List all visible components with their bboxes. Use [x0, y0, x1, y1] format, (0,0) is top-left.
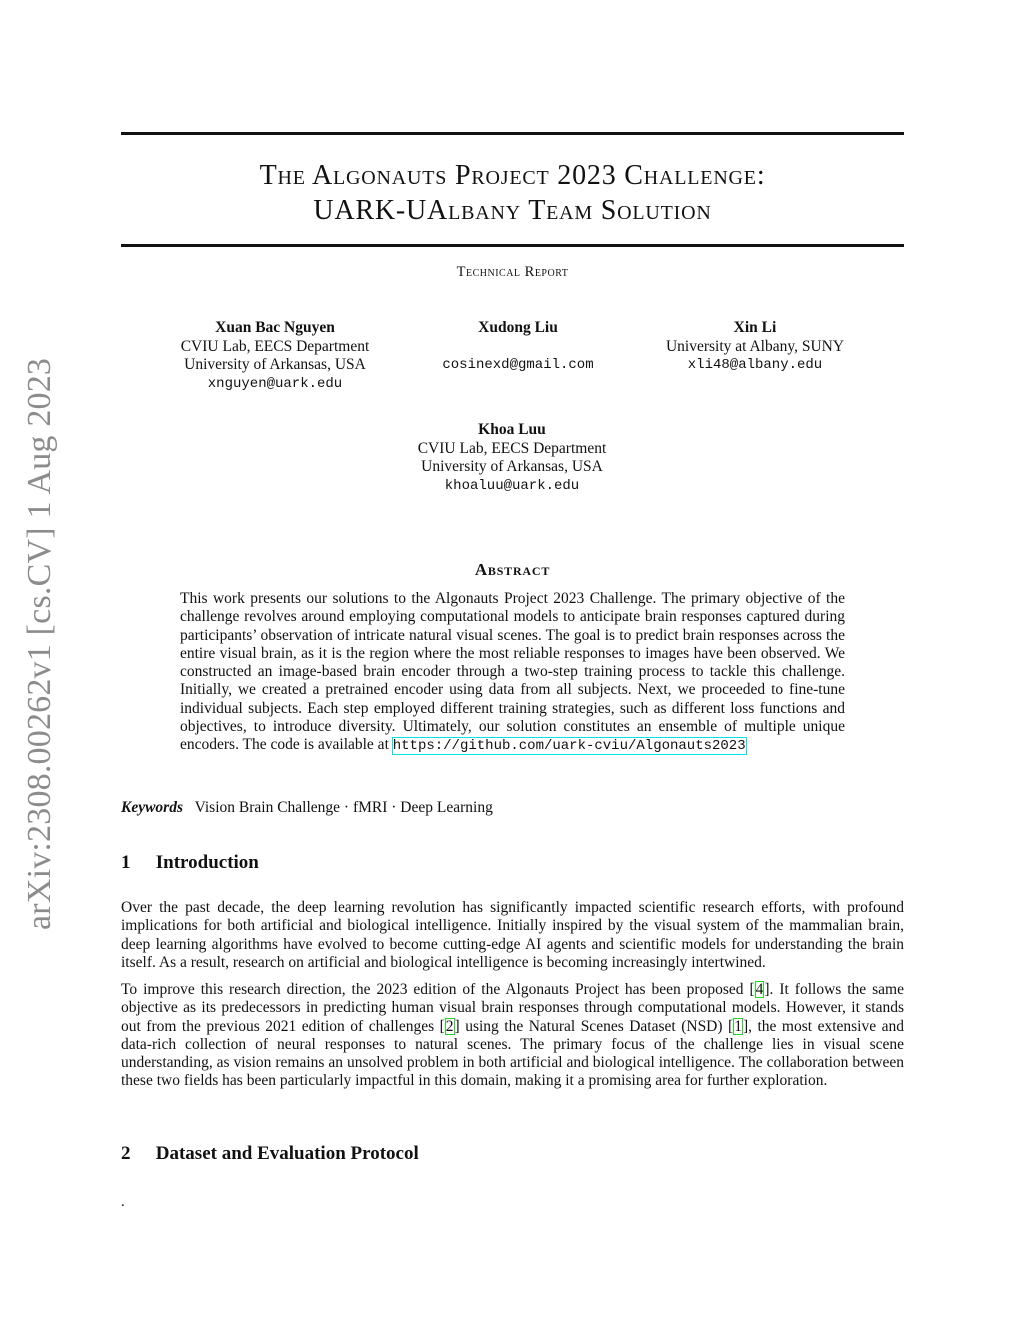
citation-link[interactable]: 2 [445, 1017, 454, 1035]
title-top-rule [121, 132, 904, 135]
author-affiliation: CVIU Lab, EECS Department [417, 439, 607, 457]
citation-link[interactable]: 4 [755, 981, 764, 998]
abstract-text: This work presents our solutions to the Algonauts Project 2023 Challenge. The primary objective of the challenge revolves around employing computational models to anticipate brain responses captured during participants’ observation of intricate natural visual scenes. The goal is to predict brain responses across the entire visual brain, as it is the region where the most reliable responses to images have been observed. We constructed an image-based brain encoder through a two-step training process to tackle this challenge. Initially, we created a pretrained encoder using data from all subjects. Next, we proceeded to fine-tune individual subjects. Each step employed different training strategies, such as different loss functions and objectives, to introduce diversity. Ultimately, our solution constitutes an ensemble of multiple unique encoders. The code is available at [180, 590, 845, 754]
author-email[interactable]: cosinexd@gmail.com [442, 357, 594, 373]
section-number: 1 [121, 852, 131, 873]
author-email[interactable]: xli48@albany.edu [687, 357, 823, 373]
author-name: Xin Li [733, 319, 777, 336]
abstract-heading: Abstract [474, 560, 551, 579]
section-heading-dataset [121, 1143, 419, 1165]
title-bottom-rule [121, 244, 904, 247]
paper-title [121, 158, 904, 228]
author-block [413, 319, 623, 375]
keywords-text: Vision Brain Challenge · fMRI · Deep Learning [194, 799, 493, 816]
paragraph-text: ] using the Natural Scenes Dataset (NSD) [ [454, 1017, 734, 1035]
introduction-paragraph-1: Over the past decade, the deep learning revolution has significantly impacted scientific research efforts, with profound implications for both artificial and biological intelligence. Initially inspired by the visual system of the mammalian brain, deep learning algorithms have evolved to become cutting-edge AI agents and scientific models for understanding the brain itself. As a result, research on artificial and biological intelligence is becoming increasingly intertwined. [121, 899, 904, 971]
author-name: Xudong Liu [478, 319, 558, 336]
keywords-label: Keywords [121, 799, 183, 816]
author-block [640, 319, 870, 375]
author-name: Xuan Bac Nguyen [215, 319, 335, 336]
citation-link[interactable]: 1 [734, 1017, 742, 1035]
paragraph-text: To improve this research direction, the 2023 edition of the Algonauts Project has been proposed [ [121, 981, 755, 998]
section-title: Introduction [155, 852, 259, 873]
author-affiliation: University of Arkansas, USA [421, 458, 603, 475]
author-email[interactable]: xnguyen@uark.edu [207, 375, 343, 392]
title-line-2: UARK-UAlbany Team Solution [313, 195, 712, 226]
trailing-period: . [121, 1194, 125, 1210]
abstract-body [180, 590, 845, 756]
author-affiliation: University at Albany, SUNY [665, 337, 845, 355]
author-email[interactable]: khoaluu@uark.edu [444, 477, 580, 494]
section-title: Dataset and Evaluation Protocol [155, 1143, 419, 1164]
arxiv-id: arXiv:2308.00262v1 [cs.CV] 1 Aug 2023 [21, 357, 58, 930]
keywords [121, 799, 493, 817]
author-affiliation: University of Arkansas, USA [184, 356, 366, 373]
author-block [397, 421, 627, 495]
paragraph-text: ], the most extensive and data-rich collection of neural responses to natural scenes. The primary focus of the challenge lies in visual scene understanding, as vision remains an unsolved problem in both artificial and biological intelligence. The collaboration between these two fields has been particularly impactful in this domain, making it a promising area for further exploration. [121, 1017, 904, 1090]
section-heading-introduction [121, 852, 259, 874]
paragraph-text: ]. It follows the same objective as its predecessors in predicting human visual brain responses through computational models. However, it stands out from the previous 2021 edition of challenges [ [121, 981, 904, 1035]
author-name: Khoa Luu [478, 421, 546, 438]
title-line-1: The Algonauts Project 2023 Challenge: [259, 160, 766, 191]
introduction-paragraph-2 [121, 981, 904, 1091]
section-number: 2 [121, 1143, 131, 1164]
author-block [160, 319, 390, 393]
report-type: Technical Report [456, 264, 569, 280]
code-repository-link[interactable]: https://github.com/uark-cviu/Algonauts2023 [392, 738, 746, 755]
author-affiliation: CVIU Lab, EECS Department [180, 337, 370, 355]
